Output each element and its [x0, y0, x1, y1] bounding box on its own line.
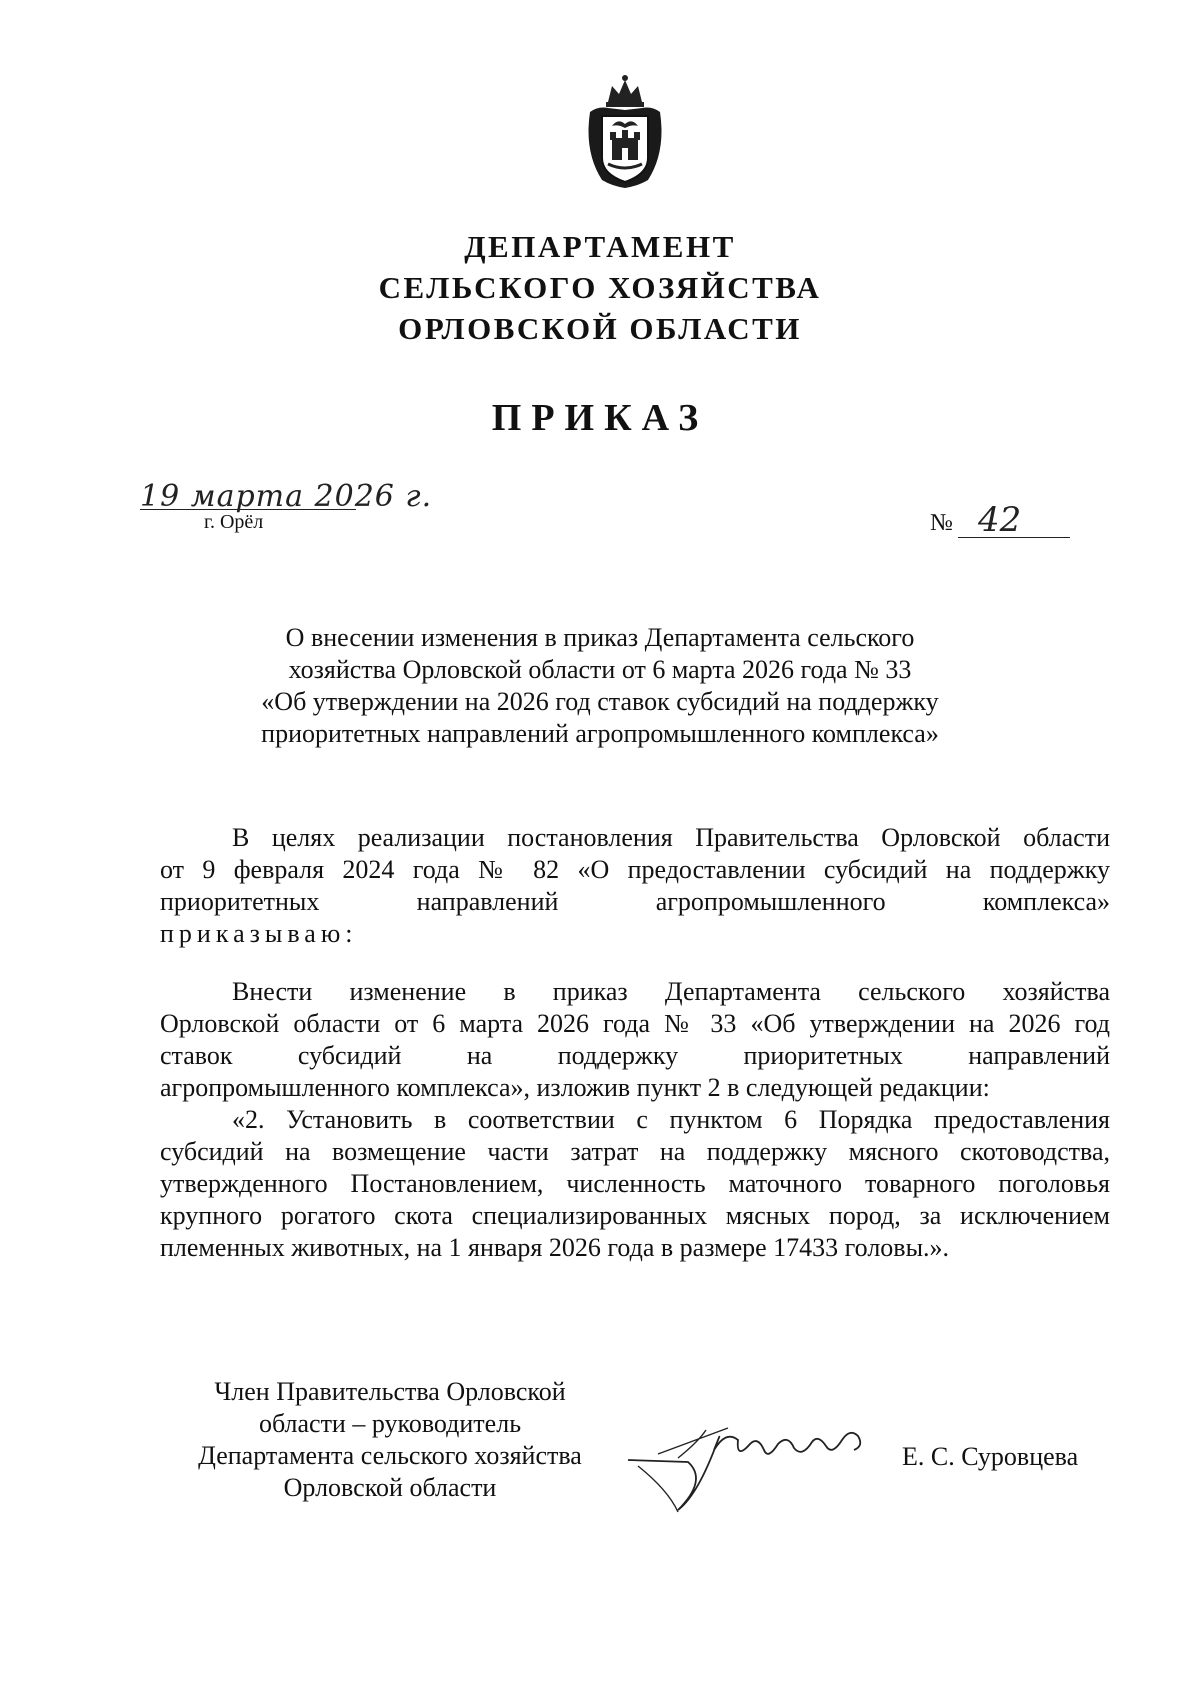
department-name-line: ОРЛОВСКОЙ ОБЛАСТИ — [398, 311, 802, 346]
coat-of-arms-icon — [582, 72, 668, 190]
paragraph-line: Орловской области от 6 марта 2026 года № 33 «Об утверждении на 2026 год — [160, 1009, 1110, 1038]
paragraph-line: от 9 февраля 2024 года № 82 «О предоставлении субсидий на поддержку — [160, 855, 1110, 884]
subject-line: О внесении изменения в приказ Департамента сельского — [285, 623, 915, 652]
position-line: области – руководитель — [258, 1409, 522, 1438]
paragraph-line: агропромышленного комплекса», изложив пункт 2 в следующей редакции: — [160, 1073, 990, 1102]
preamble-paragraph — [160, 822, 1110, 950]
signer-name: Е. С. Суровцева — [902, 1442, 1079, 1471]
subject-line: «Об утверждении на 2026 год ставок субсидий на поддержку — [261, 687, 939, 716]
paragraph-line: крупного рогатого скота специализированных мясных пород, за исключением — [160, 1201, 1110, 1230]
department-name-line: СЕЛЬСКОГО ХОЗЯЙСТВА — [378, 270, 822, 305]
date-underline — [140, 509, 356, 510]
document-type-title: ПРИКАЗ — [491, 397, 709, 439]
paragraph-line: ставок субсидий на поддержку приоритетных направлений — [160, 1041, 1110, 1070]
city-label: г. Орёл — [204, 511, 264, 533]
position-line: Член Правительства Орловской — [214, 1377, 566, 1406]
subject-line: приоритетных направлений агропромышленного комплекса» — [261, 719, 939, 748]
position-line: Орловской области — [283, 1473, 497, 1502]
paragraph-line: Внести изменение в приказ Департамента сельского хозяйства — [232, 977, 1110, 1006]
amendment-paragraph — [160, 976, 1110, 1104]
number-underline — [958, 537, 1070, 538]
handwritten-date: 19 марта 2026 г. — [140, 479, 433, 514]
new-wording-paragraph — [160, 1104, 1110, 1264]
order-word: приказываю: — [160, 919, 358, 948]
paragraph-line: «2. Установить в соответствии с пунктом 6 Порядка предоставления — [232, 1105, 1110, 1134]
paragraph-line: В целях реализации постановления Правительства Орловской области — [232, 823, 1110, 852]
paragraph-line: субсидий на возмещение части затрат на поддержку мясного скотоводства, — [160, 1137, 1110, 1166]
subject-line: хозяйства Орловской области от 6 марта 2026 года № 33 — [288, 655, 912, 684]
department-name-line: ДЕПАРТАМЕНТ — [464, 229, 736, 264]
handwritten-signature — [618, 1400, 918, 1520]
department-name — [0, 226, 1200, 349]
number-label: № — [930, 510, 953, 536]
signatory-position — [170, 1376, 610, 1504]
paragraph-line: приоритетных направлений агропромышленного комплекса» — [160, 887, 1110, 916]
handwritten-number: 42 — [978, 500, 1022, 540]
position-line: Департамента сельского хозяйства — [198, 1441, 582, 1470]
paragraph-line: утвержденного Постановлением, численность маточного товарного поголовья — [160, 1169, 1110, 1198]
paragraph-line: племенных животных, на 1 января 2026 года в размере 17433 головы.». — [160, 1233, 950, 1262]
order-subject — [0, 622, 1200, 750]
